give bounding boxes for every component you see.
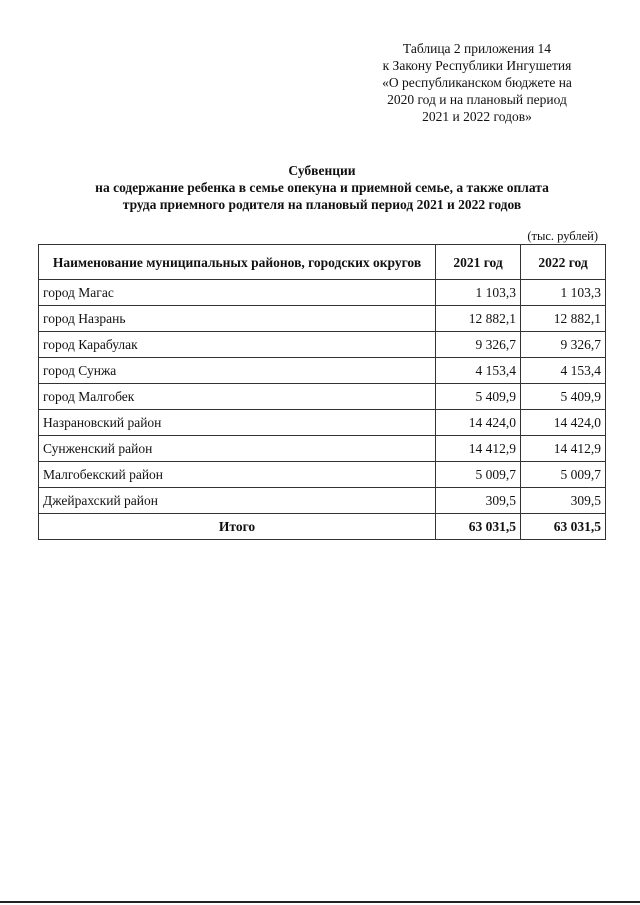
row-value-2021: 1 103,3 [436, 280, 521, 306]
table-row [39, 358, 606, 384]
row-value-2022: 14 412,9 [521, 436, 606, 462]
header-line: 2020 год и на плановый период [387, 92, 567, 107]
row-name: город Магас [39, 280, 436, 306]
row-value-2021: 14 412,9 [436, 436, 521, 462]
row-value-2022: 5 009,7 [521, 462, 606, 488]
document-title [40, 162, 604, 213]
row-name: Сунженский район [39, 436, 436, 462]
row-value-2021: 309,5 [436, 488, 521, 514]
subsidies-table [38, 244, 606, 540]
table-row [39, 384, 606, 410]
column-header-2021: 2021 год [436, 245, 521, 280]
column-header-2022: 2022 год [521, 245, 606, 280]
row-name: город Сунжа [39, 358, 436, 384]
column-header-name: Наименование муниципальных районов, городских округов [39, 245, 436, 280]
title-line: на содержание ребенка в семье опекуна и приемной семье, а также оплата [95, 180, 549, 195]
table-row [39, 436, 606, 462]
row-name: город Малгобек [39, 384, 436, 410]
table-row [39, 332, 606, 358]
row-name: город Назрань [39, 306, 436, 332]
appendix-header [352, 40, 602, 125]
row-value-2022: 14 424,0 [521, 410, 606, 436]
units-label: (тыс. рублей) [527, 229, 598, 243]
table-row [39, 410, 606, 436]
title-line: Субвенции [288, 163, 356, 178]
row-name: Джейрахский район [39, 488, 436, 514]
row-value-2022: 1 103,3 [521, 280, 606, 306]
row-value-2021: 4 153,4 [436, 358, 521, 384]
table-row [39, 488, 606, 514]
row-value-2021: 5 409,9 [436, 384, 521, 410]
total-value-2021: 63 031,5 [436, 514, 521, 540]
header-line: «О республиканском бюджете на [382, 75, 572, 90]
total-row [39, 514, 606, 540]
row-value-2022: 309,5 [521, 488, 606, 514]
row-name: город Карабулак [39, 332, 436, 358]
row-value-2022: 9 326,7 [521, 332, 606, 358]
table-row [39, 280, 606, 306]
row-value-2021: 9 326,7 [436, 332, 521, 358]
header-line: 2021 и 2022 годов» [422, 109, 532, 124]
header-line: к Закону Республики Ингушетия [382, 58, 572, 73]
row-value-2021: 14 424,0 [436, 410, 521, 436]
row-value-2021: 5 009,7 [436, 462, 521, 488]
row-name: Назрановский район [39, 410, 436, 436]
row-value-2022: 4 153,4 [521, 358, 606, 384]
scan-edge-line [0, 901, 640, 903]
table-header-row [39, 245, 606, 280]
table-row [39, 306, 606, 332]
row-value-2021: 12 882,1 [436, 306, 521, 332]
row-value-2022: 5 409,9 [521, 384, 606, 410]
row-name: Малгобекский район [39, 462, 436, 488]
header-line: Таблица 2 приложения 14 [402, 41, 552, 56]
table-row [39, 462, 606, 488]
total-value-2022: 63 031,5 [521, 514, 606, 540]
total-label: Итого [39, 514, 436, 540]
row-value-2022: 12 882,1 [521, 306, 606, 332]
title-line: труда приемного родителя на плановый период 2021 и 2022 годов [122, 197, 522, 212]
